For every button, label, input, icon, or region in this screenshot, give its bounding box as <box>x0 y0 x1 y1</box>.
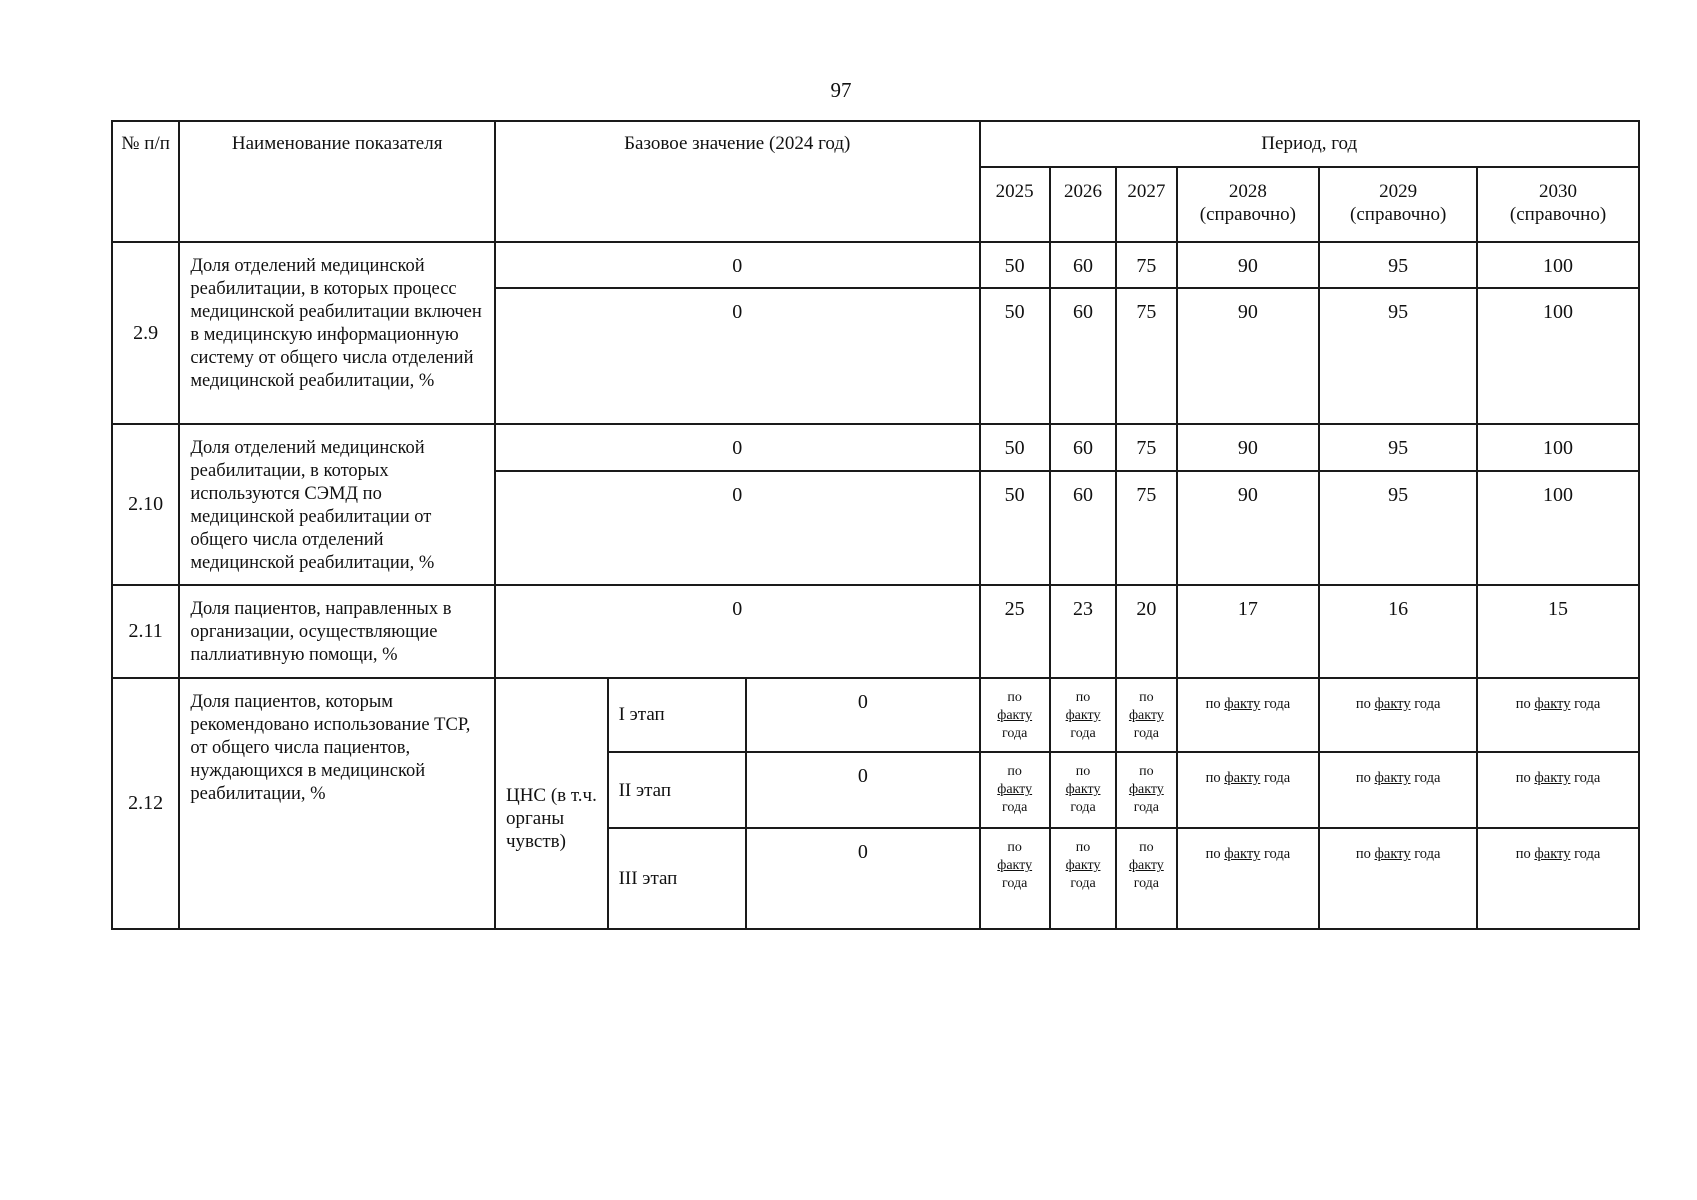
fact-cell: по факту года <box>1177 678 1320 752</box>
value-cell: 60 <box>1050 242 1116 288</box>
fact-cell: по факту года <box>1050 678 1116 752</box>
header-year-ref: 2028 (справочно) <box>1177 167 1320 241</box>
header-year: 2027 <box>1116 167 1176 241</box>
value-cell: 100 <box>1477 424 1639 470</box>
value-cell: 60 <box>1050 424 1116 470</box>
page-number: 97 <box>830 78 852 102</box>
fact-cell: по факту года <box>980 678 1050 752</box>
value-cell: 95 <box>1319 288 1477 425</box>
value-cell: 95 <box>1319 424 1477 470</box>
fact-cell: по факту года <box>1116 828 1176 929</box>
base-value: 0 <box>746 752 979 828</box>
table-row <box>112 424 1639 470</box>
value-cell: 75 <box>1116 242 1176 288</box>
value-cell: 90 <box>1177 471 1320 586</box>
value-cell: 50 <box>980 424 1050 470</box>
fact-cell: по факту года <box>1319 752 1477 828</box>
indicators-table <box>111 120 1640 930</box>
fact-cell: по факту года <box>1050 828 1116 929</box>
header-year-ref: 2029 (справочно) <box>1319 167 1477 241</box>
value-cell: 50 <box>980 242 1050 288</box>
row-number: 2.10 <box>112 424 179 585</box>
fact-cell: по факту года <box>1050 752 1116 828</box>
indicator-name: Доля отделений медицинской реабилитации, в которых процесс медицинской реабилитации включен в медицинскую информационную систему от общего числа отделений медицинской реабилитации, % <box>179 242 495 425</box>
value-cell: 23 <box>1050 585 1116 677</box>
fact-cell: по факту года <box>1477 828 1639 929</box>
value-cell: 25 <box>980 585 1050 677</box>
value-cell: 90 <box>1177 424 1320 470</box>
header-year-ref: 2030 (справочно) <box>1477 167 1639 241</box>
value-cell: 100 <box>1477 288 1639 425</box>
stage-label: III этап <box>608 828 747 929</box>
base-value: 0 <box>495 585 980 677</box>
fact-cell: по факту года <box>1116 678 1176 752</box>
stage-label: I этап <box>608 678 747 752</box>
header-year: 2025 <box>980 167 1050 241</box>
value-cell: 60 <box>1050 471 1116 586</box>
base-value: 0 <box>746 678 979 752</box>
value-cell: 20 <box>1116 585 1176 677</box>
fact-cell: по факту года <box>1477 752 1639 828</box>
stage-label: II этап <box>608 752 747 828</box>
table-row <box>112 585 1639 677</box>
header-base-value: Базовое значение (2024 год) <box>495 121 980 242</box>
header-name: Наименование показателя <box>179 121 495 242</box>
table-row <box>112 242 1639 288</box>
header-year: 2026 <box>1050 167 1116 241</box>
value-cell: 16 <box>1319 585 1477 677</box>
value-cell: 100 <box>1477 471 1639 586</box>
value-cell: 50 <box>980 471 1050 586</box>
value-cell: 95 <box>1319 471 1477 586</box>
fact-cell: по факту года <box>1319 678 1477 752</box>
row-number: 2.11 <box>112 585 179 677</box>
base-value: 0 <box>495 242 980 288</box>
row-number: 2.12 <box>112 678 179 929</box>
value-cell: 15 <box>1477 585 1639 677</box>
header-period: Период, год <box>980 121 1640 167</box>
fact-cell: по факту года <box>1319 828 1477 929</box>
value-cell: 75 <box>1116 471 1176 586</box>
table-row <box>112 678 1639 752</box>
value-cell: 90 <box>1177 288 1320 425</box>
base-value: 0 <box>495 471 980 586</box>
fact-cell: по факту года <box>1177 752 1320 828</box>
group-label: ЦНС (в т.ч. органы чувств) <box>495 678 608 929</box>
base-value: 0 <box>746 828 979 929</box>
indicator-name: Доля пациентов, направленных в организации, осуществляющие паллиативную помощи, % <box>179 585 495 677</box>
value-cell: 90 <box>1177 242 1320 288</box>
indicator-name: Доля пациентов, которым рекомендовано использование ТСР, от общего числа пациентов, нуждающихся в медицинской реабилитации, % <box>179 678 495 929</box>
value-cell: 100 <box>1477 242 1639 288</box>
value-cell: 50 <box>980 288 1050 425</box>
fact-cell: по факту года <box>1177 828 1320 929</box>
fact-cell: по факту года <box>980 828 1050 929</box>
fact-cell: по факту года <box>1116 752 1176 828</box>
header-num: № п/п <box>112 121 179 242</box>
base-value: 0 <box>495 424 980 470</box>
row-number: 2.9 <box>112 242 179 425</box>
value-cell: 95 <box>1319 242 1477 288</box>
value-cell: 17 <box>1177 585 1320 677</box>
value-cell: 60 <box>1050 288 1116 425</box>
indicator-name: Доля отделений медицинской реабилитации, в которых используются СЭМД по медицинской реабилитации от общего числа отделений медицинской реабилитации, % <box>179 424 495 585</box>
fact-cell: по факту года <box>1477 678 1639 752</box>
fact-cell: по факту года <box>980 752 1050 828</box>
value-cell: 75 <box>1116 288 1176 425</box>
value-cell: 75 <box>1116 424 1176 470</box>
base-value: 0 <box>495 288 980 425</box>
